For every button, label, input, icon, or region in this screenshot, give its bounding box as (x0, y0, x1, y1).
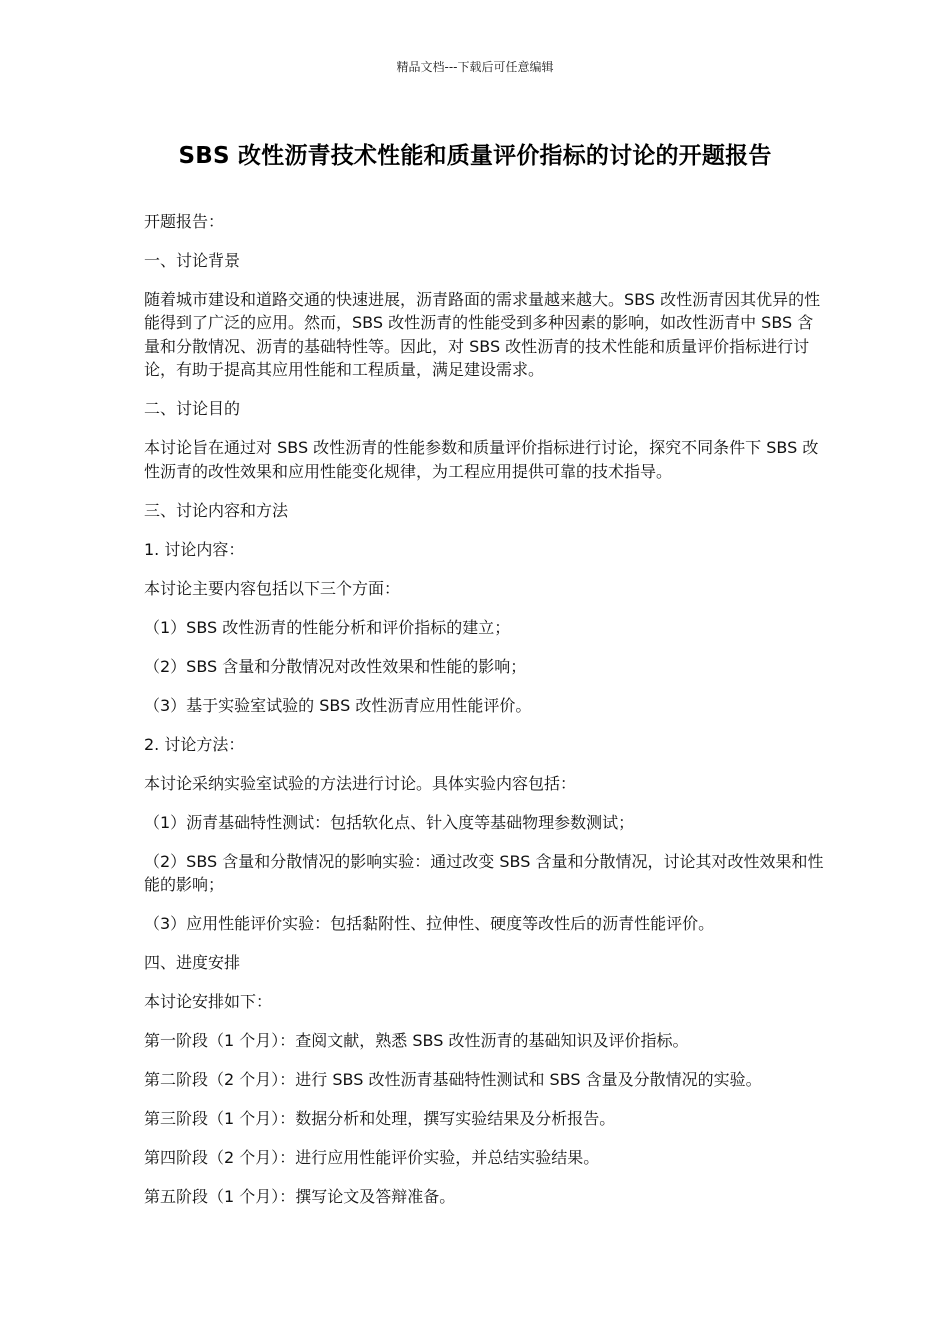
content-item-3: （3）基于实验室试验的 SBS 改性沥青应用性能评价。 (144, 695, 532, 715)
purpose-paragraph: 本讨论旨在通过对 SBS 改性沥青的性能参数和质量评价指标进行讨论，探究不同条件下 SBS 改性沥青的改性效果和应用性能变化规律，为工程应用提供可靠的技术指导。 (144, 438, 819, 481)
method-item-1: （1）沥青基础特性测试：包括软化点、针入度等基础物理参数测试； (144, 812, 635, 832)
header-note: 精品文档---下载后可任意编辑 (396, 60, 554, 74)
schedule-stage-3: 第三阶段（1 个月）：数据分析和处理，撰写实验结果及分析报告。 (144, 1109, 616, 1129)
content-intro: 本讨论主要内容包括以下三个方面： (144, 578, 401, 598)
background-paragraph: 随着城市建设和道路交通的快速进展，沥青路面的需求量越来越大。SBS 改性沥青因其优异的性能得到了广泛的应用。然而，SBS 改性沥青的性能受到多种因素的影响，如改性沥青中 SBS 含量和分散情况、沥青的基础特性等。因此，对 SBS 改性沥青的技术性能和质量评价指标进行讨论，有助于提高其应用性能和工程质量，满足建设需求。 (144, 290, 821, 380)
section-heading-purpose: 二、讨论目的 (144, 399, 241, 419)
section-heading-schedule: 四、进度安排 (144, 953, 241, 973)
method-item-2: （2）SBS 含量和分散情况的影响实验：通过改变 SBS 含量和分散情况，讨论其对改性效果和性能的影响； (144, 851, 824, 895)
subheading-content: 1. 讨论内容： (144, 539, 245, 559)
schedule-stage-1: 第一阶段（1 个月）：查阅文献，熟悉 SBS 改性沥青的基础知识及评价指标。 (144, 1031, 689, 1051)
schedule-stage-2: 第二阶段（2 个月）：进行 SBS 改性沥青基础特性测试和 SBS 含量及分散情况的实验。 (144, 1070, 762, 1090)
schedule-intro: 本讨论安排如下： (144, 992, 273, 1012)
content-item-1: （1）SBS 改性沥青的性能分析和评价指标的建立； (144, 617, 511, 637)
schedule-stage-4: 第四阶段（2 个月）：进行应用性能评价实验，并总结实验结果。 (144, 1148, 600, 1168)
report-label: 开题报告： (144, 212, 225, 231)
content-item-2: （2）SBS 含量和分散情况对改性效果和性能的影响； (144, 656, 527, 676)
document-title: SBS 改性沥青技术性能和质量评价指标的讨论的开题报告 (178, 143, 772, 169)
document-body (144, 210, 824, 1224)
section-heading-background: 一、讨论背景 (144, 251, 241, 270)
subheading-method: 2. 讨论方法： (144, 734, 245, 754)
method-item-3: （3）应用性能评价实验：包括黏附性、拉伸性、硬度等改性后的沥青性能评价。 (144, 914, 715, 934)
section-heading-content-method: 三、讨论内容和方法 (144, 500, 289, 520)
method-intro: 本讨论采纳实验室试验的方法进行讨论。具体实验内容包括： (144, 773, 577, 793)
schedule-stage-5: 第五阶段（1 个月）：撰写论文及答辩准备。 (144, 1187, 456, 1207)
